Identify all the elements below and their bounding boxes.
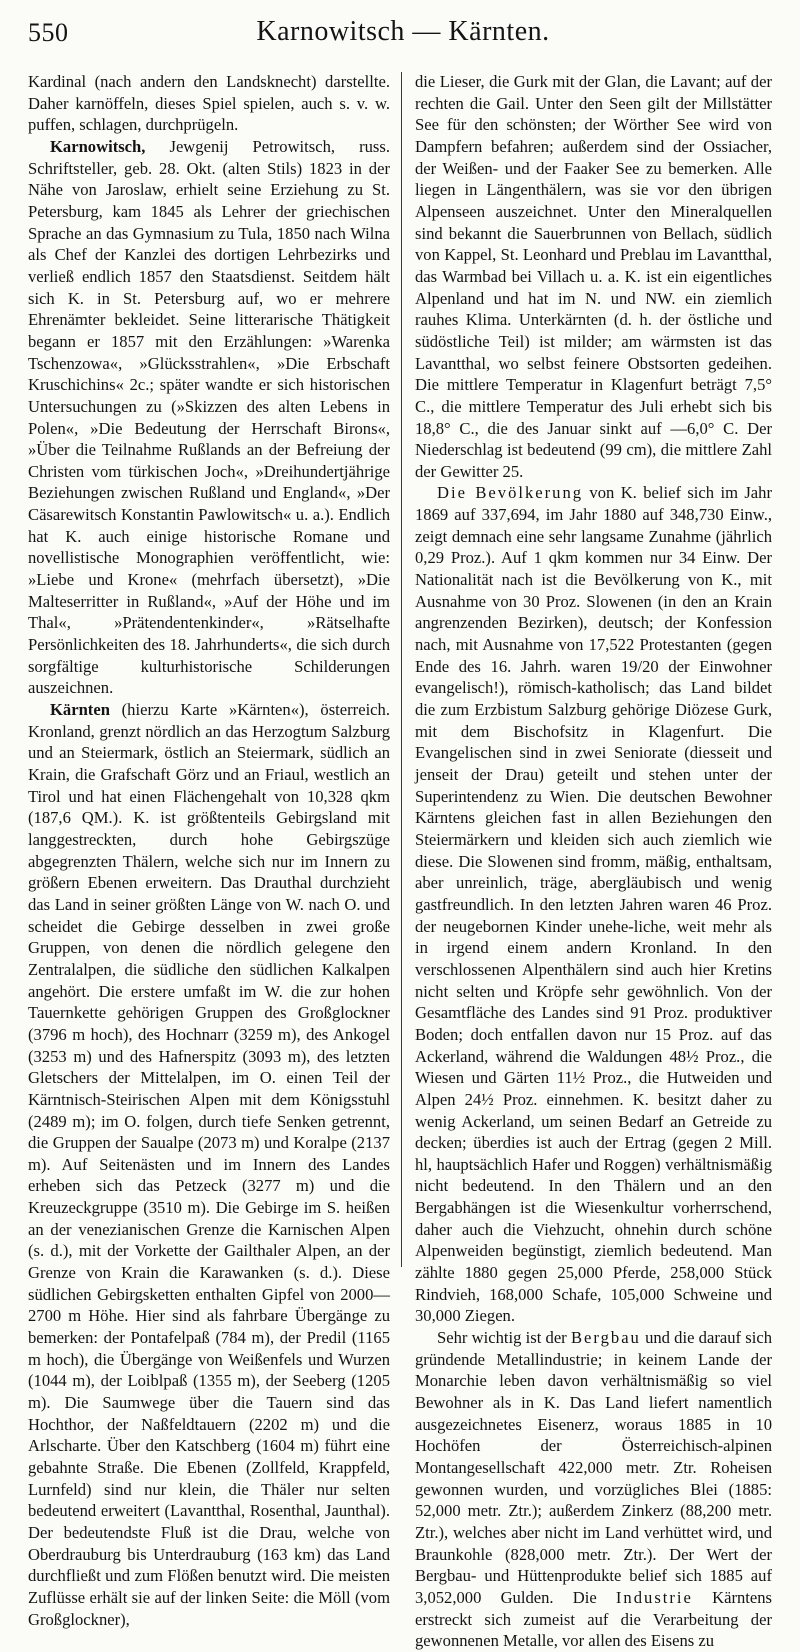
left-column	[28, 71, 390, 1629]
entry-karnowitsch-text: Jewgenij Petrowitsch, russ. Schriftsteller, geb. 28. Okt. (alten Stils) 1823 in der Nähe von Jaroslaw, erhielt seine Erziehung zu St. Petersburg, kam 1845 als Lehrer der griechischen Sprache an das Gymnasium zu Tula, 1850 nach Wilna als Chef der Kanzlei des dortigen Lehrbezirks und verließ endlich 1857 den Staatsdienst. Seitdem hält sich K. in St. Petersburg auf, wo er mehrere Ehrenämter bekleidet. Seine litterarische Thätigkeit begann er 1857 mit den Erzählungen: »Warenka Tschenzowa«, »Glücksstrahlen«, »Die Erbschaft Kruschichins« 2c.; später wandte er sich historischen Untersuchungen zu (»Skizzen des alten Lebens in Polen«, »Die Bedeutung der Herrschaft Birons«, »Über die Teilnahme Rußlands an der Befreiung der Christen vom türkischen Joch«, »Dreihundertjährige Beziehungen zwischen Rußland und England«, »Der Cäsarewitsch Konstantin Pawlowitsch« u. a.). Endlich hat K. auch einige historische Romane und novellistische Monographien veröffentlicht, wie: »Liebe und Krone« (mehrfach übersetzt), »Die Malteserritter in Rußland«, »Auf der Höhe und im Thal«, »Prätendentenkinder«, »Rätselhafte Persönlichkeiten des 18. Jahrhunderts«, die sich durch sorgfältige kulturhistorische Schilderungen auszeichnen.	[28, 136, 390, 698]
lemma-kaernten: Kärnten	[50, 700, 110, 720]
industry-text: Kärntens erstreckt sich zumeist auf die Verarbeitung der gewonnenen Metalle, vor allen des Eisens zu	[415, 1587, 772, 1651]
mining-heading: Bergbau	[570, 1328, 641, 1348]
population-text: von K. belief sich im Jahr 1869 auf 337,694, im Jahr 1880 auf 348,730 Einw., zeigt demnach eine sehr langsame Zunahme (jährlich 0,29 Proz.). Auf 1 qkm kommen nur 34 Einw. Der Nationalität nach ist die Bevölkerung von K., mit Ausnahme von 30 Proz. Slowenen (in den an Krain angrenzenden Bezirken), deutsch; der Konfession nach, mit Ausnahme von 17,522 Protestanten (gegen Ende des 16. Jahrh. waren 19/20 der Einwohner evangelisch!), römisch-katholisch; das Land bildet die zum Erzbistum Salzburg gehörige Diözese Gurk, mit dem Bischofsitz in Klagenfurt. Die Evangelischen sind in zwei Seniorate (diesseit und jenseit der Drau) geteilt und stehen unter der Superintendenz zu Wien. Die deutschen Bewohner Kärntens gleichen fast in allen Beziehungen den Steiermärkern und kleiden sich auch ziemlich wie diese. Die Slowenen sind fromm, mäßig, enthaltsam, aber unreinlich, träge, abergläubisch und wenig gastfreundlich. In den letzten Jahren waren 46 Proz. der neugebornen Kinder unehe-liche, weit mehr als in irgend einem andern Kronland. In den verschlossenen Alpenthälern sind auch hier Kretins nicht selten und Kröpfe sehr gewöhnlich. Von der Gesamtfläche des Landes sind 91 Proz. produktiver Boden; doch entfallen davon nur 15 Proz. auf das Ackerland, während die Waldungen 48½ Proz., die Wiesen und Gärten 11½ Proz., die Hutweiden und Alpen 24½ Proz. einnehmen. K. besitzt daher zu wenig Ackerland, um seinen Bedarf an Getreide zu decken; überdies ist auch der Ertrag (gegen 2 Mill. hl, hauptsächlich Hafer und Roggen) verhältnismäßig nicht bedeutend. In den Thälern und an den Bergabhängen ist die Wiesenkultur vorherrschend, daher auch die Viehzucht, ohnehin durch schöne Alpenweiden begünstigt, ziemlich bedeutend. Man zählte 1880 gegen 25,000 Pferde, 258,000 Stück Rindvieh, 168,000 Schafe, 105,000 Schweine und 30,000 Ziegen.	[415, 483, 772, 1326]
industry-heading: Industrie	[615, 1587, 693, 1607]
column-divider	[401, 72, 402, 1267]
entry-karnowitsch	[28, 136, 390, 699]
kaernten-mining-paragraph	[415, 1327, 772, 1652]
kaernten-population-paragraph	[415, 482, 772, 1327]
running-title: Karnowitsch — Kärnten.	[256, 16, 550, 47]
mining-intro: Sehr wichtig ist der	[437, 1328, 571, 1348]
lemma-karnowitsch: Karnowitsch,	[50, 136, 146, 156]
entry-kaernten-text: (hierzu Karte »Kärnten«), österreich. Kronland, grenzt nördlich an das Herzogtum Salzburg und an Steiermark, östlich an Steiermark, südlich an Krain, die Grafschaft Görz und an Friaul, westlich an Tirol und hat einen Flächengehalt von 10,328 qkm (187,6 QM.). K. ist größtenteils Gebirgsland mit langgestreckten, durch hohe Gebirgszüge abgegrenzten Thälern, welche sich nur im Innern zu größern Ebenen erweitern. Das Drauthal durchzieht das Land in seiner größten Länge von W. nach O. und scheidet die Gebirge desselben in zwei große Gruppen, von denen die nördlich gelegene den Zentralalpen, die südliche den südlichen Kalkalpen angehört. Die erstere umfaßt im W. die zur hohen Tauernkette gehörigen Gruppen des Großglockner (3796 m hoch), des Hochnarr (3259 m), des Ankogel (3253 m) und des Hafnerspitz (3093 m), des letzten Gletschers der Mittelalpen, im O. einen Teil der Kärntnisch-Steirischen Alpen mit dem Königsstuhl (2489 m); im O. folgen, durch tiefe Senken getrennt, die Gruppen der Saualpe (2073 m) und Koralpe (2137 m). Auf Seitenästen und im Innern des Landes erheben sich das Petzeck (3277 m) und die Kreuzeckgruppe (3510 m). Die Gebirge im S. heißen an der venezianischen Grenze die Karnischen Alpen (s. d.), mit der Vorkette der Gailthaler Alpen, an der Grenze von Krain die Karawanken (s. d.). Diese südlichen Gebirgsketten enthalten Gipfel von 2000—2700 m Höhe. Hier sind als fahrbare Übergänge zu bemerken: der Pontafelpaß (784 m), der Predil (1165 m hoch), die Übergänge von Weißenfels und Wurzen (1044 m), der Loiblpaß (1355 m), der Seeberg (1205 m). Die Saumwege über die Tauern sind das Hochthor, der Naßfeldtauern (2202 m) und die Arlscharte. Über den Katschberg (1604 m) führt eine gebahnte Straße. Die Ebenen (Zollfeld, Krappfeld, Lurnfeld) sind nur klein, die Thäler nur selten bedeutend erweitert (Lavantthal, Rosenthal, Jaunthal). Der bedeutendste Fluß ist die Drau, welche von Oberdrauburg bis Unterdrauburg (163 km) das Land durchfließt und zum Flößen benutzt wird. Die meisten Zuflüsse erhält sie auf der linken Seite: die Möll (vom Großglockner),	[28, 700, 390, 1629]
entry-karnoeffel-continuation: Kardinal (nach andern den Landsknecht) darstellte. Daher karnöffeln, dieses Spiel spielen, auch s. v. w. puffen, schlagen, durchprügeln.	[28, 72, 390, 135]
right-column	[415, 71, 772, 1651]
kaernten-geography-continuation: die Lieser, die Gurk mit der Glan, die Lavant; auf der rechten die Gail. Unter den Seen gilt der Millstätter See für den schönsten; der Wörther See wird von Dampfern befahren; außerdem sind der Ossiacher, der Weißen- und der Faaker See zu bemerken. Alle liegen in Längenthälern, was sie vor den übrigen Alpenseen auszeichnet. Unter den Mineralquellen sind bekannt die Sauerbrunnen von Bellach, südlich von Kappel, St. Leonhard und Preblau im Lavantthal, das Warmbad bei Villach u. a. K. ist ein eigentliches Alpenland und hat im N. und NW. ein ziemlich rauhes Klima. Unterkärnten (d. h. der östliche und südöstliche Teil) ist milder; am wärmsten ist das Lavantthal, wo selbst feinere Obstsorten gedeihen. Die mittlere Temperatur in Klagenfurt beträgt 7,5° C., die mittlere Temperatur des Juli erhebt sich bis 18,8° C., die des Januar sinkt auf —6,0° C. Der Niederschlag ist bedeutend (99 cm), die mittlere Zahl der Gewitter 25.	[415, 72, 772, 481]
page-number: 550	[28, 18, 69, 47]
page-header	[28, 14, 778, 54]
mining-text: und die darauf sich gründende Metallindustrie; in keinem Lande der Monarchie leben davon verhältnismäßig so viel Bewohner als in K. Das Land liefert namentlich ausgezeichnetes Eisenerz, woraus 1885 in 10 Hochöfen der Österreichisch-alpinen Montangesellschaft 422,000 metr. Ztr. Roheisen gewonnen wurden, und vorzügliches Blei (1885: 52,000 metr. Ztr.); außerdem Zinkerz (88,200 metr. Ztr.), welches aber nicht im Land verhüttet wird, und Braunkohle (828,000 metr. Ztr.). Der Wert der Bergbau- und Hüttenprodukte belief sich 1885 auf 3,052,000 Gulden. Die	[415, 1328, 772, 1607]
entry-kaernten	[28, 699, 390, 1630]
population-heading: Die Bevölkerung	[437, 483, 584, 503]
